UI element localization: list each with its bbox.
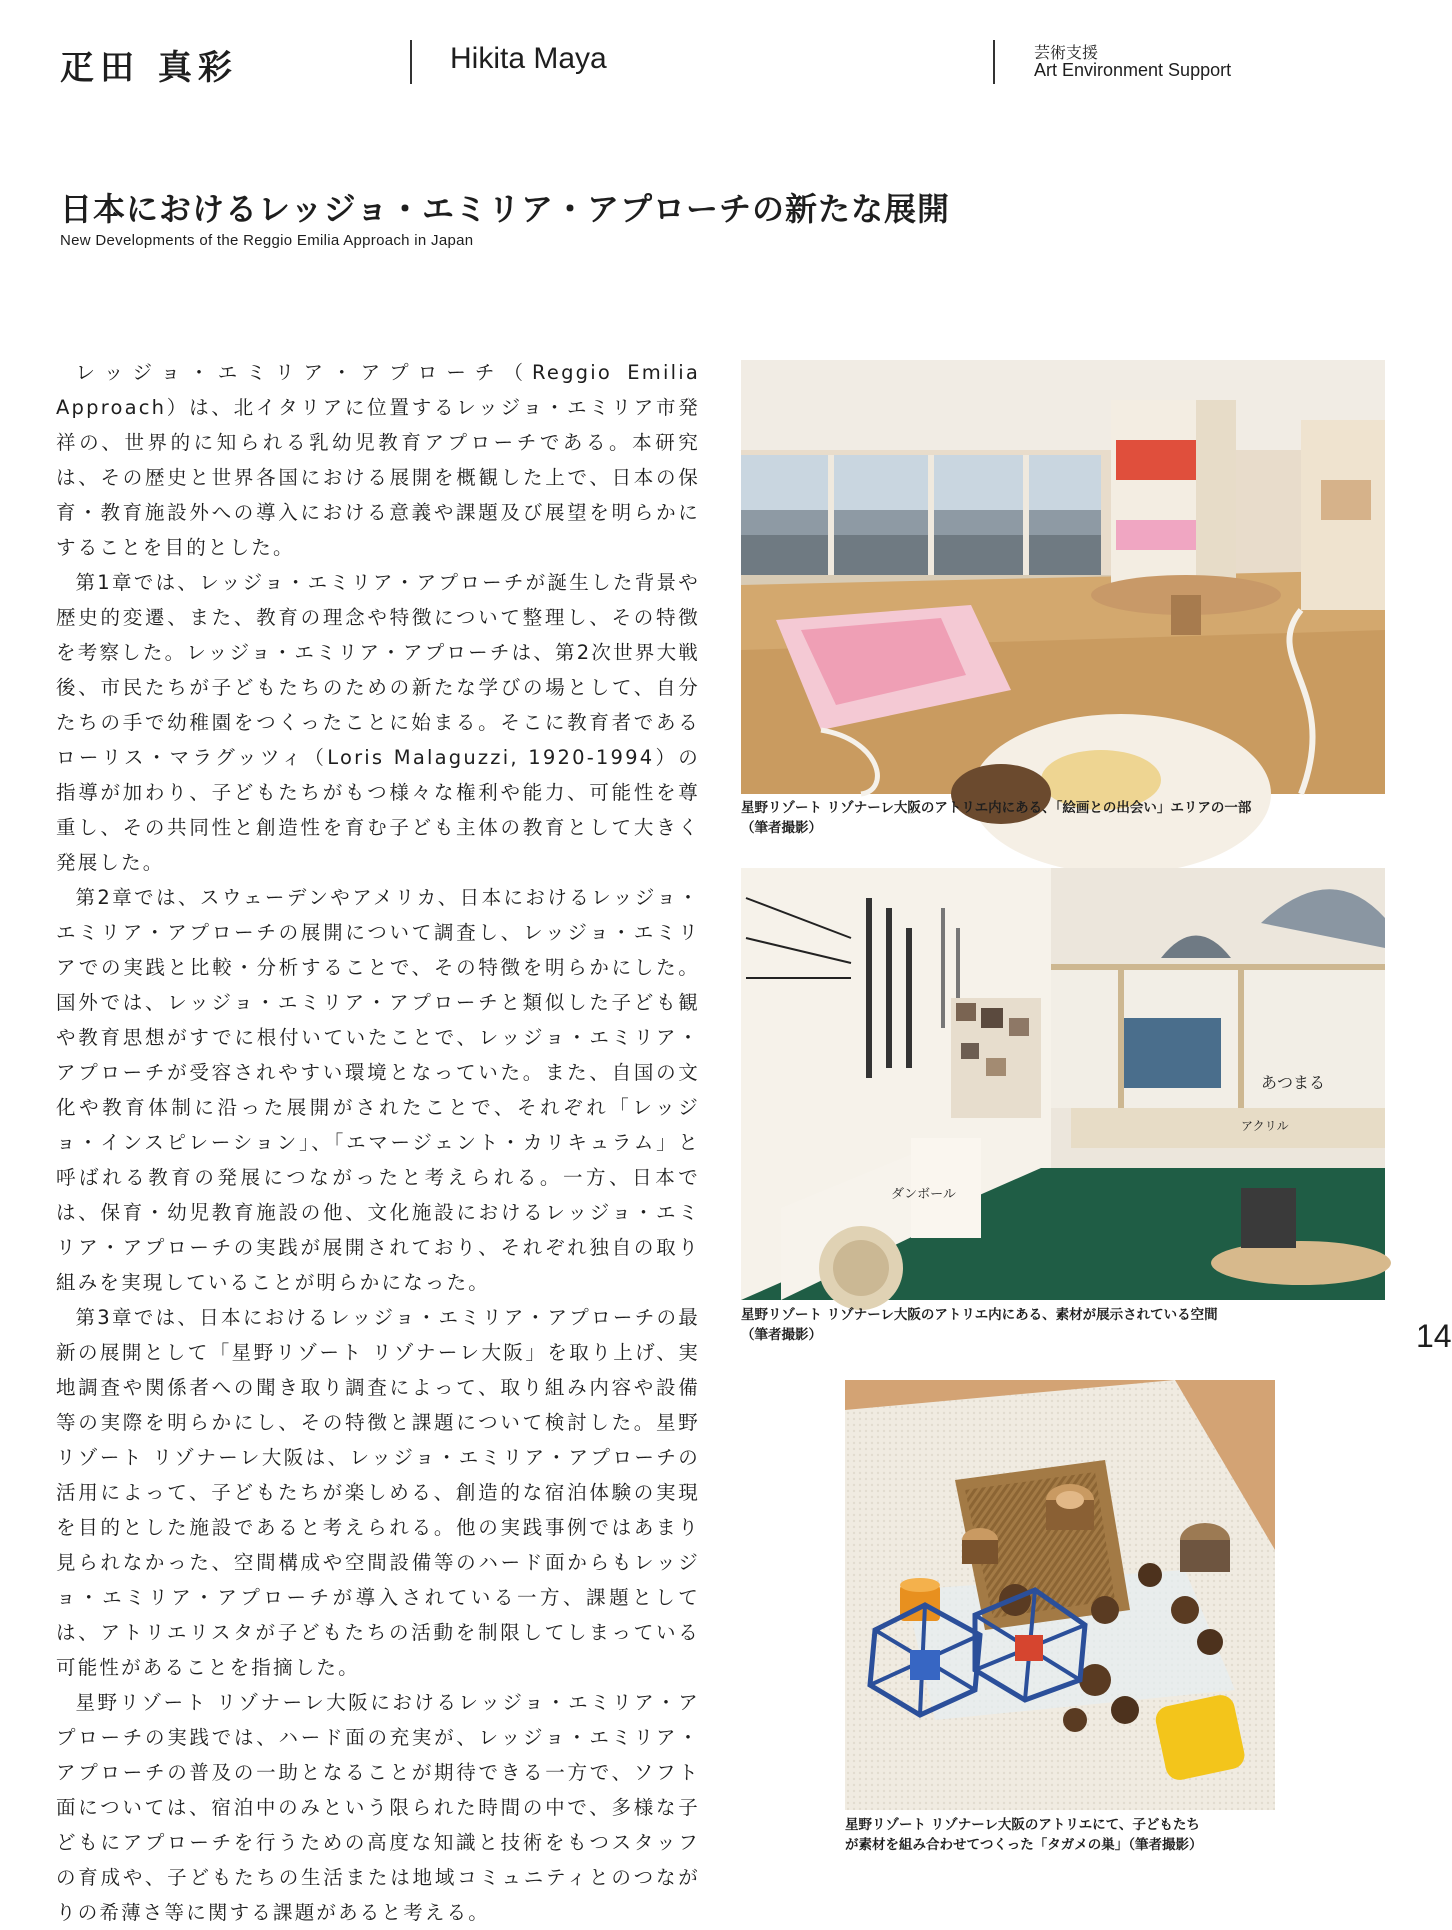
paragraph: 第3章では、日本におけるレッジョ・エミリア・アプローチの最新の展開として「星野リゾート リゾナーレ大阪」を取り上げ、実地調査や関係者への聞き取り調査によって、取り組み内容や設備等の実際を明らかにし、その特徴と課題について検討した。星野リゾート リゾナーレ大阪は、レッジョ・エミリア・アプローチの活用によって、子どもたちが楽しめる、創造的な宿泊体験の実現を目的とした施設であると考えられる。他の実践事例ではあまり見られなかった、空間構成や空間設備等のハード面からもレッジョ・エミリア・アプローチが導入されている一方、課題としては、アトリエリスタが子どもたちの活動を制限してしまっている可能性があることを指摘した。	[56, 1306, 700, 1679]
figure-2-caption-line2: （筆者撮影）	[741, 1327, 822, 1343]
department-en: Art Environment Support	[1034, 60, 1232, 80]
figure-2-caption-line1: 星野リゾート リゾナーレ大阪のアトリエ内にある、素材が展示されている空間	[741, 1307, 1218, 1323]
author-name-en: Hikita Maya	[450, 42, 607, 75]
paper-title-ja: 日本におけるレッジョ・エミリア・アプローチの新たな展開	[60, 190, 951, 228]
header-divider-2	[993, 40, 995, 84]
figure-1-caption-line2: （筆者撮影）	[741, 820, 822, 836]
sign-cardboard: ダンボール	[891, 1187, 956, 1202]
header-divider-1	[410, 40, 412, 84]
figure-1-caption-line1: 星野リゾート リゾナーレ大阪のアトリエ内にある、「絵画との出会い」エリアの一部	[741, 800, 1252, 816]
paragraph: 第2章では、スウェーデンやアメリカ、日本におけるレッジョ・エミリア・アプローチの展開について調査し、レッジョ・エミリアでの実践と比較・分析することで、その特徴を明らかにした。国外では、レッジョ・エミリア・アプローチと類似した子ども観や教育思想がすでに根付いていたことで、レッジョ・エミリア・アプローチが受容されやすい環境となっていた。また、自国の文化や教育体制に沿った展開がされたことで、それぞれ「レッジョ・インスピレーション」、「エマージェント・カリキュラム」と呼ばれる教育の発展につながったと考えられる。一方、日本では、保育・幼児教育施設の他、文化施設におけるレッジョ・エミリア・アプローチの実践が展開されており、それぞれ独自の取り組みを実現していることが明らかになった。	[56, 886, 700, 1294]
figure-1-caption	[741, 798, 1391, 838]
sign-atsumaru: あつまる	[1261, 1073, 1326, 1092]
paragraph: 星野リゾート リゾナーレ大阪におけるレッジョ・エミリア・アプローチの実践では、ハード面の充実が、レッジョ・エミリア・アプローチの普及の一助となることが期待できる一方で、ソフト面については、宿泊中のみという限られた時間の中で、多様な子どもにアプローチを行うための高度な知識と技術をもつスタッフの育成や、子どもたちの生活または地域コミュニティとのつながりの希薄さ等に関する課題があると考える。	[56, 1691, 700, 1924]
sign-acrylic: アクリル	[1241, 1119, 1289, 1133]
paragraph: レッジョ・エミリア・アプローチ（Reggio Emilia Approach）は、北イタリアに位置するレッジョ・エミリア市発祥の、世界的に知られる乳幼児教育アプローチである。本研究は、その歴史と世界各国における展開を概観した上で、日本の保育・教育施設外への導入における意義や課題及び展望を明らかにすることを目的とした。	[56, 361, 700, 559]
paragraph: 第1章では、レッジョ・エミリア・アプローチが誕生した背景や歴史的変遷、また、教育の理念や特徴について整理し、その特徴を考察した。レッジョ・エミリア・アプローチは、第2次世界大戦後、市民たちが子どもたちのための新たな学びの場として、自分たちの手で幼稚園をつくったことに始まる。そこに教育者であるローリス・マラグッツィ（Loris Malaguzzi, 1920-1994）の指導が加わり、子どもたちがもつ様々な権利や能力、可能性を尊重し、その共同性と創造性を育む子ども主体の教育として大きく発展した。	[56, 571, 700, 874]
author-name-ja: 疋田 真彩	[60, 48, 238, 88]
figure-1-photo	[741, 360, 1385, 794]
abstract-body	[56, 355, 700, 1930]
figure-3-caption-line1: 星野リゾート リゾナーレ大阪のアトリエにて、子どもたち	[845, 1817, 1200, 1833]
paper-title-en: New Developments of the Reggio Emilia Approach in Japan	[60, 232, 474, 249]
department-ja: 芸術支援	[1034, 43, 1099, 62]
figure-3-caption-line2: が素材を組み合わせてつくった「タガメの巣」（筆者撮影）	[845, 1837, 1203, 1853]
figure-2-photo	[741, 868, 1385, 1300]
figure-3-photo	[845, 1380, 1275, 1810]
figure-2-caption	[741, 1305, 1391, 1345]
page-number: 14	[1416, 1318, 1452, 1354]
figure-3-caption	[845, 1815, 1285, 1855]
